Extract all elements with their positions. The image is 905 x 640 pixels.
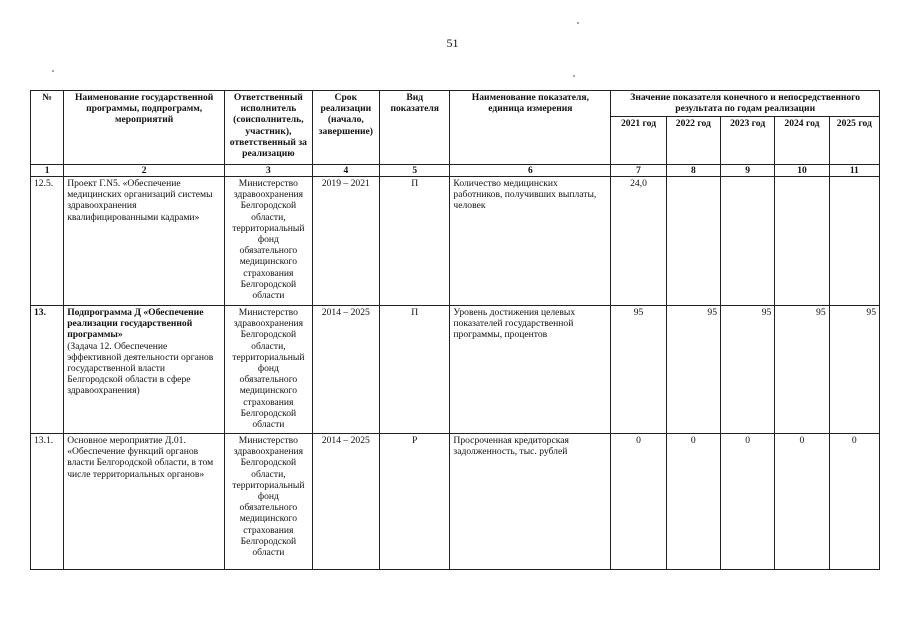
row-name-title: Подпрограмма Д «Обеспечение реализации государственной программы»	[67, 307, 204, 341]
column-number: 9	[720, 165, 774, 177]
row-value: 0	[775, 434, 829, 570]
column-number: 4	[312, 165, 379, 177]
scan-speck	[52, 70, 54, 72]
header-kind: Вид показателя	[380, 91, 450, 165]
row-value: 95	[720, 306, 774, 434]
row-term: 2014 – 2025	[312, 306, 379, 434]
row-value: 0	[829, 434, 879, 570]
row-kind: П	[380, 306, 450, 434]
table-row	[31, 434, 880, 570]
row-value	[720, 177, 774, 306]
row-value: 0	[611, 434, 666, 570]
row-value: 95	[775, 306, 829, 434]
header-year: 2021 год	[611, 117, 666, 165]
column-numbers-row	[31, 165, 880, 177]
scan-speck	[577, 22, 579, 24]
row-number: 13.	[31, 306, 64, 434]
header-year: 2022 год	[666, 117, 720, 165]
column-number: 1	[31, 165, 64, 177]
row-executor: Министерство здравоохранения Белгородской области, территориальный фонд обязательного медицинского страхования Белгородской области	[225, 434, 313, 570]
row-value: 95	[829, 306, 879, 434]
header-num: №	[31, 91, 64, 165]
row-executor: Министерство здравоохранения Белгородской области, территориальный фонд обязательного медицинского страхования Белгородской области	[225, 177, 313, 306]
header-year: 2024 год	[775, 117, 829, 165]
row-name-note: (Задача 12. Обеспечение эффективной деятельности органов государственной власти Белгородской области в сфере здравоохранения)	[67, 340, 214, 397]
row-kind: П	[380, 177, 450, 306]
column-number: 6	[450, 165, 611, 177]
scan-speck	[573, 75, 575, 77]
header-term: Срок реализации (начало, завершение)	[312, 91, 379, 165]
header-executor: Ответственный исполнитель (соисполнитель, участник), ответственный за реализацию	[225, 91, 313, 165]
column-number: 7	[611, 165, 666, 177]
row-kind: Р	[380, 434, 450, 570]
row-indicator: Количество медицинских работников, получивших выплаты, человек	[450, 177, 611, 306]
header-indicator: Наименование показателя, единица измерения	[450, 91, 611, 165]
row-value	[775, 177, 829, 306]
row-indicator: Просроченная кредиторская задолженность, тыс. рублей	[450, 434, 611, 570]
row-value: 95	[666, 306, 720, 434]
header-values-group: Значение показателя конечного и непосредственного результата по годам реализации	[611, 91, 880, 117]
table-row	[31, 177, 880, 306]
row-number: 13.1.	[31, 434, 64, 570]
row-number: 12.5.	[31, 177, 64, 306]
row-term: 2014 – 2025	[312, 434, 379, 570]
row-value	[666, 177, 720, 306]
row-value: 0	[666, 434, 720, 570]
row-value: 0	[720, 434, 774, 570]
column-number: 5	[380, 165, 450, 177]
row-name	[64, 306, 225, 434]
page-number: 51	[446, 36, 459, 50]
row-name	[64, 434, 225, 570]
indicators-table	[30, 90, 880, 570]
header-name: Наименование государственной программы, подпрограмм, мероприятий	[64, 91, 225, 165]
header-year: 2025 год	[829, 117, 879, 165]
row-indicator: Уровень достижения целевых показателей государственной программы, процентов	[450, 306, 611, 434]
row-name	[64, 177, 225, 306]
table-row	[31, 306, 880, 434]
row-value	[829, 177, 879, 306]
row-name-title: Основное мероприятие Д.01. «Обеспечение функций органов власти Белгородской области, в том числе территориальных органов»	[67, 435, 214, 480]
header-year: 2023 год	[720, 117, 774, 165]
column-number: 10	[775, 165, 829, 177]
row-executor: Министерство здравоохранения Белгородской области, территориальный фонд обязательного медицинского страхования Белгородской области	[225, 306, 313, 434]
row-term: 2019 – 2021	[312, 177, 379, 306]
column-number: 2	[64, 165, 225, 177]
column-number: 11	[829, 165, 879, 177]
column-number: 3	[225, 165, 313, 177]
row-value: 24,0	[611, 177, 666, 306]
row-name-title: Проект Г.N5. «Обеспечение медицинских организаций системы здравоохранения квалифицированными кадрами»	[67, 178, 213, 223]
column-number: 8	[666, 165, 720, 177]
row-value: 95	[611, 306, 666, 434]
